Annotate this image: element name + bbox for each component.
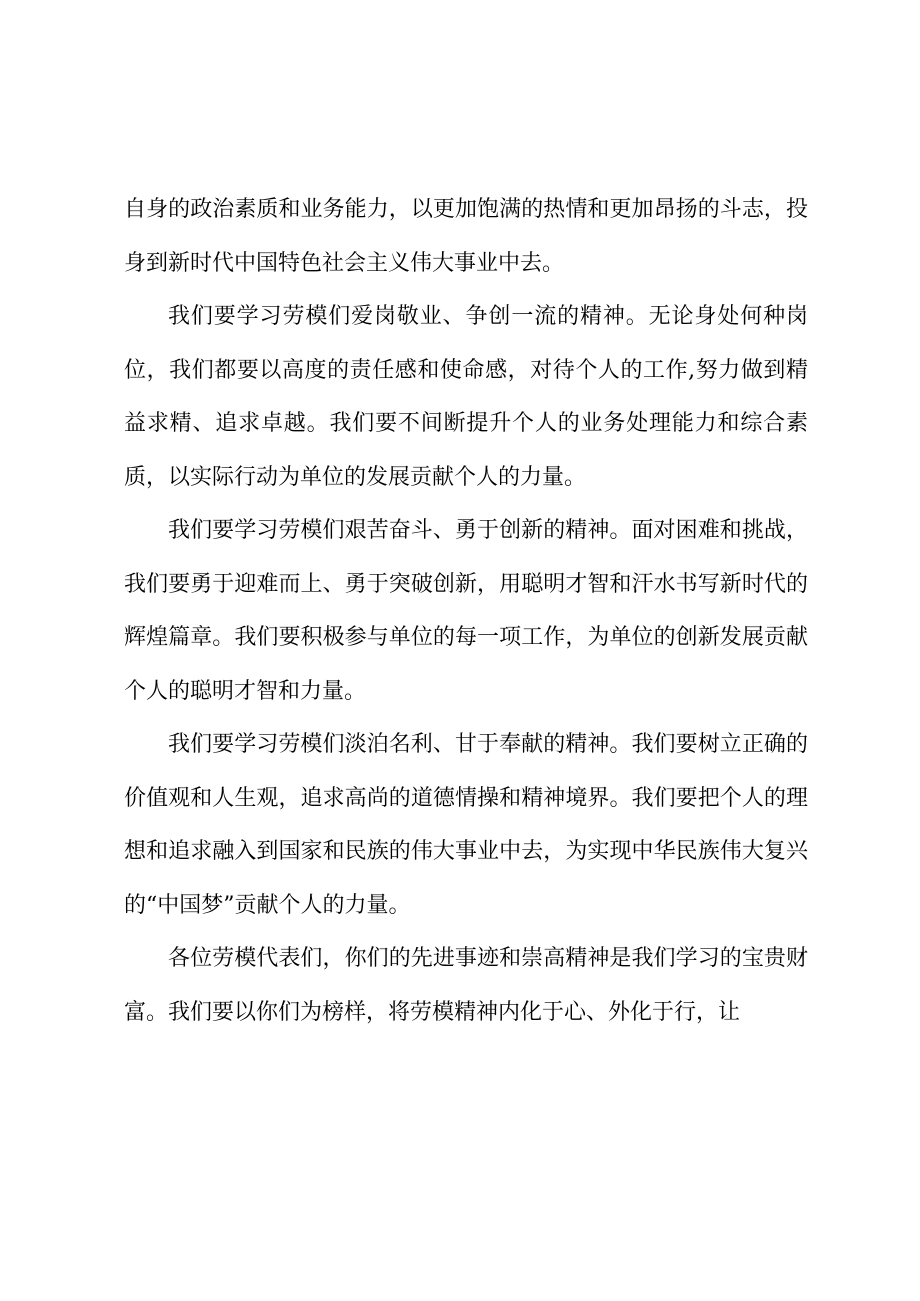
paragraph-continued: 自身的政治素质和业务能力，以更加饱满的热情和更加昂扬的斗志，投身到新时代中国特色社会主义伟大事业中去。: [124, 197, 808, 276]
paragraph-innovation: 我们要学习劳模们艰苦奋斗、勇于创新的精神。面对困难和挑战，我们要勇于迎难而上、勇于突破创新，用聪明才智和汗水书写新时代的辉煌篇章。我们要积极参与单位的每一项工作，为单位的创新发展贡献个人的聪明才智和力量。: [124, 518, 808, 704]
document-body: [124, 183, 808, 1039]
paragraph-closing: 各位劳模代表们，你们的先进事迹和崇高精神是我们学习的宝贵财富。我们要以你们为榜样，将劳模精神内化于心、外化于行，让: [124, 946, 808, 1025]
paragraph-dedication: 我们要学习劳模们爱岗敬业、争创一流的精神。无论身处何种岗位，我们都要以高度的责任感和使命感，对待个人的工作,努力做到精益求精、追求卓越。我们要不间断提升个人的业务处理能力和综合素质，以实际行动为单位的发展贡献个人的力量。: [124, 304, 808, 490]
paragraph-selflessness: 我们要学习劳模们淡泊名利、甘于奉献的精神。我们要树立正确的价值观和人生观，追求高尚的道德情操和精神境界。我们要把个人的理想和追求融入到国家和民族的伟大事业中去，为实现中华民族伟大复兴的“中国梦”贡献个人的力量。: [124, 732, 808, 918]
